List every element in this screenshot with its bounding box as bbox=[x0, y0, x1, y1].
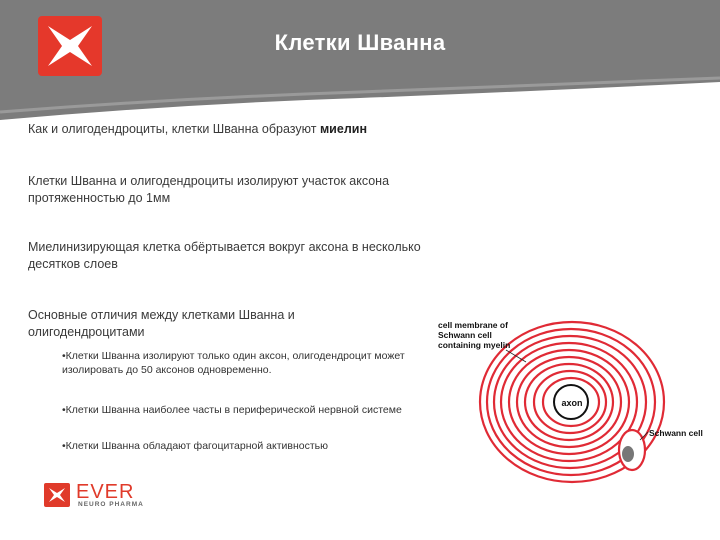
paragraph-wrapping: Миелинизирующая клетка обёртывается вокруг аксона в несколько десятков слоев bbox=[28, 240, 421, 271]
label-axon: axon bbox=[561, 398, 583, 408]
brand-name: EVER bbox=[76, 481, 135, 503]
paragraph-myelin bbox=[28, 121, 448, 138]
page-title: Клетки Шванна bbox=[274, 30, 446, 55]
bullet-item: •Клетки Шванна изолируют только один аксон, олигодендроцит может изолировать до 50 аксонов одновременно. bbox=[62, 350, 405, 376]
brand-logo-icon bbox=[38, 16, 102, 76]
paragraph-myelin-bold: миелин bbox=[319, 122, 367, 136]
label-cell-membrane: cell membrane of Schwann cell containing myelin bbox=[438, 320, 511, 350]
bullet-item: •Клетки Шванна обладают фагоцитарной активностью bbox=[62, 440, 328, 452]
label-schwann-cell: Schwann cell bbox=[649, 428, 703, 438]
paragraph-isolation: Клетки Шванна и олигодендроциты изолируют участок аксона протяженностью до 1мм bbox=[28, 174, 390, 205]
bullet-item: •Клетки Шванна наиболее часты в периферической нервной системе bbox=[62, 404, 402, 416]
brand-subtitle: NEURO PHARMA bbox=[78, 501, 144, 508]
paragraph-myelin-text: Как и олигодендроциты, клетки Шванна образуют bbox=[28, 122, 320, 136]
paragraph-differences: Основные отличия между клетками Шванна и олигодендроцитами bbox=[28, 308, 295, 339]
